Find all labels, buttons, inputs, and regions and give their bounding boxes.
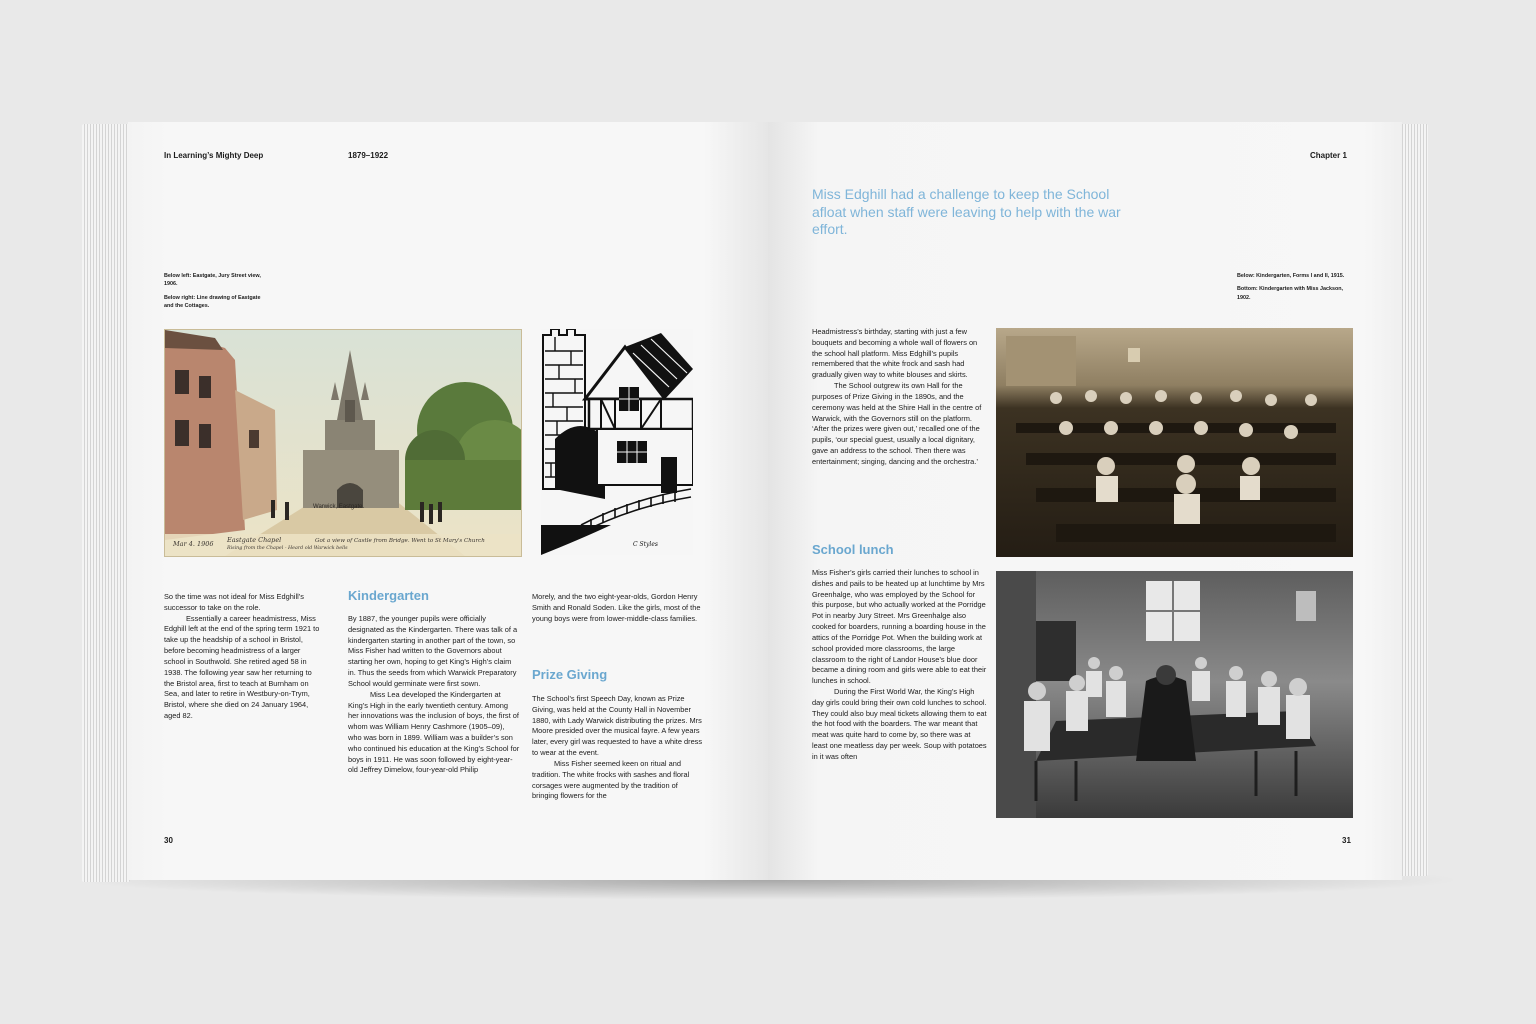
eastgate-postcard-image	[164, 329, 522, 557]
lunch-para-1: Miss Fisher’s girls carried their lunches to school in dishes and pails to be heated up at lunchtime by Mrs Greenhalge, who was employed by the School for this purpose, but who actually worked at the Porridge Pot in nearby Jury Street. Mrs Greenhalge also cooked for boarders, running a boarding house in the attics of the Porridge Pot. When the building work at school provided more classrooms, the large classroom to the right of Landor House’s blue door became a dining room and girls were able to eat their lunches in school.	[812, 568, 987, 686]
caption-drawing: Below right: Line drawing of Eastgate and the Cottages.	[164, 294, 261, 310]
lunch-para-2: During the First World War, the King’s High day girls could bring their own cold lunches to school. They could also buy meal tickets allowing them to eat the hot food with the boarders. The war meant that meat was quite hard to come by, so there was at least one meatless day per week. Soup with potatoes in it was often	[812, 686, 987, 761]
postcard-label: Warwick, Eastgate.	[313, 504, 365, 510]
pull-quote: Miss Edghill had a challenge to keep the School afloat when staff were leaving to help with the war effort.	[812, 186, 1121, 237]
running-title: In Learning’s Mighty Deep	[164, 151, 264, 160]
heading-school-lunch: School lunch	[812, 542, 894, 557]
kindergarten-1915-photo	[996, 328, 1353, 557]
right-col1-para-1: Headmistress’s birthday, starting with just a few bouquets and becoming a whole wall of flowers on the school hall platform. Miss Edghill’s pupils remembered that the white frock and sash had gradually given way to white blouses and skirts.	[812, 327, 978, 380]
heading-prize-giving: Prize Giving	[532, 667, 608, 682]
col3-para-1: The School’s first Speech Day, known as Prize Giving, was held at the County Hall in November 1880, with Lady Warwick distributing the prizes. Mrs Moore presided over the musical fayre. A few years later, every girl was requested to have a white dress to wear at the event.	[532, 694, 703, 758]
right-column-1-top	[812, 327, 988, 468]
left-column-3-top	[532, 592, 704, 624]
postcard-handwriting-date: Mar 4. 1906	[173, 540, 214, 548]
heading-kindergarten: Kindergarten	[348, 588, 429, 603]
drawing-signature: C Styles	[633, 541, 658, 548]
caption-eastgate: Below left: Eastgate, Jury Street view, 1906.	[164, 273, 261, 288]
caption-kindergarten-1902: Bottom: Kindergarten with Miss Jackson, 1902.	[1237, 286, 1344, 301]
postcard-handwriting-bells: Rising from the Chapel - Heard old Warwick bells	[227, 546, 348, 551]
running-dates: 1879–1922	[348, 151, 389, 160]
eastgate-line-drawing-image	[541, 329, 693, 555]
running-chapter: Chapter 1	[1310, 151, 1347, 160]
page-edges-right	[1400, 124, 1428, 876]
col3-para-top: Morely, and the two eight-year-olds, Gordon Henry Smith and Ronald Soden. Like the girls, most of the young boys were from lower-middle-class families.	[532, 592, 701, 623]
page-number-right: 31	[1342, 836, 1351, 845]
postcard-handwriting-chapel: Eastgate Chapel	[227, 536, 282, 544]
col1-para-2: Essentially a career headmistress, Miss Edghill left at the end of the spring term 1921 to take up the headship of a school in Bristol, before becoming headmistress of a larger school in Southwold. She retired aged 58 in 1938. The following year saw her returning to the Bristol area, first to teach at Burnham on Sea, and later to retire in Westbury-on-Trym, Bristol, where she died on 24 January 1964, aged 82.	[164, 613, 320, 720]
right-captions	[1237, 272, 1353, 307]
col1-para-1: So the time was not ideal for Miss Edghill’s successor to take on the role.	[164, 592, 304, 612]
right-col1-para-2: The School outgrew its own Hall for the purposes of Prize Giving in the 1890s, and the ceremony was held at the Shire Hall in the centre of Warwick, with the Governors still on the platform. ‘After the prizes were given out,’ recalled one of the pupils, ‘our special guest, usually a local dignitary, gave an address to the school. Then there was entertainment; singing, dancing and the orchestra.’	[812, 381, 982, 466]
postcard-handwriting-note: Got a view of Castle from Bridge. Went to St Mary's Church	[315, 538, 485, 544]
page-edges-left	[82, 124, 130, 882]
left-captions	[164, 272, 270, 316]
right-column-1	[812, 568, 988, 763]
col3-para-2: Miss Fisher seemed keen on ritual and tradition. The white frocks with sashes and floral corsages were augmented by the tradition of bringing flowers for the	[532, 758, 690, 801]
left-column-1	[164, 592, 320, 722]
col2-para-2: Miss Lea developed the Kindergarten at King’s High in the early twentieth century. Among her innovations was the inclusion of boys, the first of whom was William Henry Cashmore (1905–09), who was born in 1899. William was a builder’s son who continued his education at the King’s School for boys in 1911. He was soon followed by eight-year-old Jeffrey Dimelow, four-year-old Philip	[348, 689, 520, 775]
caption-kindergarten-1915: Below: Kindergarten, Forms I and II, 1915.	[1237, 273, 1345, 279]
left-column-2	[348, 614, 520, 776]
col2-para-1: By 1887, the younger pupils were officially designated as the Kindergarten. There was talk of a kindergarten starting in another part of the town, so Miss Fisher had written to the Governors about starting her own, hoping to get King’s High’s claim in. Thus the seeds from which Warwick Preparatory School would germinate were first sown.	[348, 614, 518, 688]
kindergarten-1902-photo	[996, 571, 1353, 818]
page-number-left: 30	[164, 836, 173, 845]
left-column-3	[532, 694, 704, 802]
